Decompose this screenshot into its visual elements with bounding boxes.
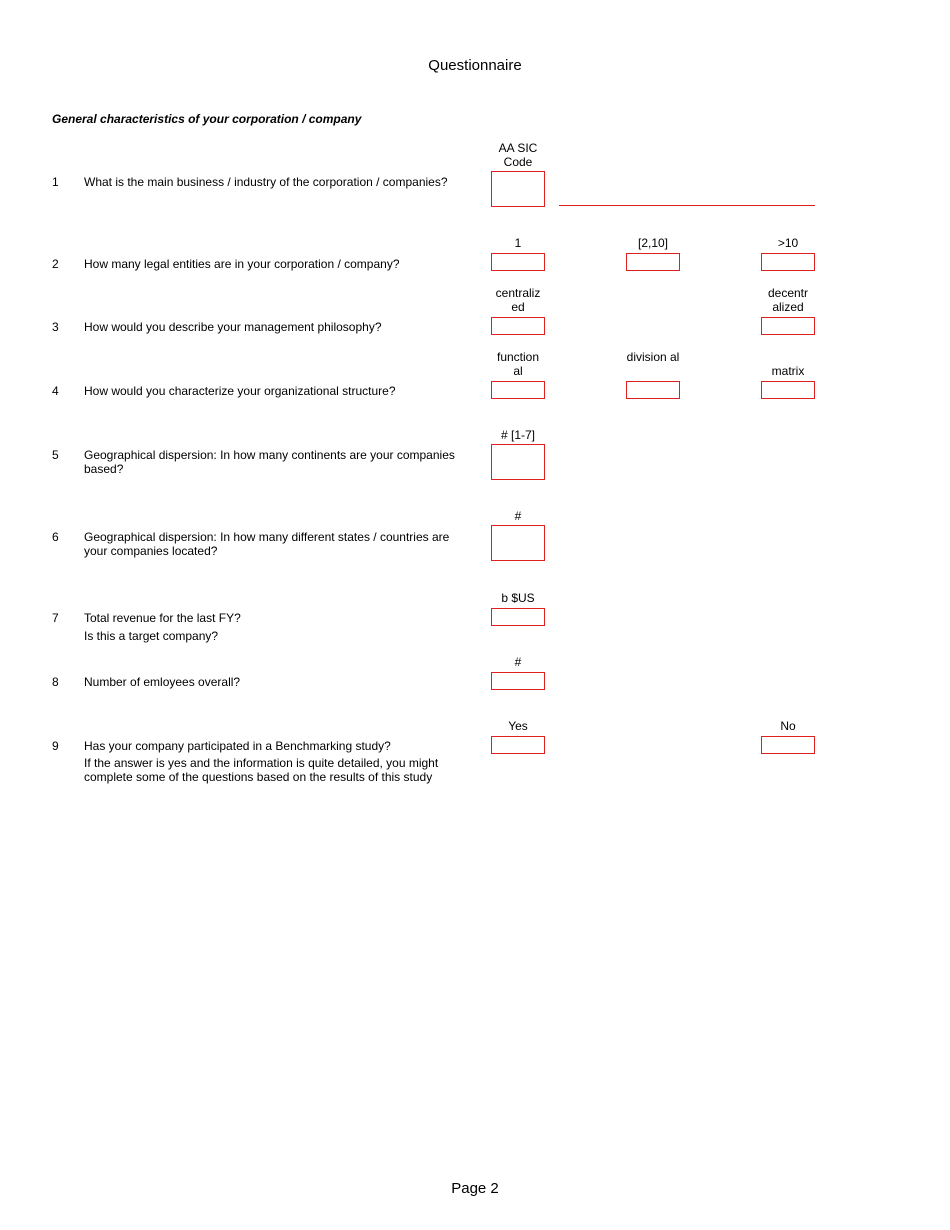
q2-number: 2: [52, 257, 59, 271]
q7-number: 7: [52, 611, 59, 625]
q3-checkbox-centralized[interactable]: [491, 317, 545, 335]
q3-checkbox-decentralized[interactable]: [761, 317, 815, 335]
q7-question-text: Total revenue for the last FY?: [84, 611, 241, 625]
q4-number: 4: [52, 384, 59, 398]
q7-revenue-input[interactable]: [491, 608, 545, 626]
q1-question-text: What is the main business / industry of the corporation / companies?: [84, 175, 448, 189]
q4-option-label-matrix: matrix: [771, 364, 805, 378]
q4-question-text: How would you characterize your organizational structure?: [84, 384, 396, 398]
q6-number: 6: [52, 530, 59, 544]
page-title: Questionnaire: [428, 57, 522, 74]
q8-employees-input[interactable]: [491, 672, 545, 690]
q5-option-label-continents: # [1-7]: [500, 428, 536, 442]
q3-number: 3: [52, 320, 59, 334]
q1-number: 1: [52, 175, 59, 189]
q3-option-label-centralized: centraliz ed: [495, 286, 541, 314]
q2-checkbox-2-10[interactable]: [626, 253, 680, 271]
q6-countries-input[interactable]: [491, 525, 545, 561]
q1-option-label-sic-code: AA SIC Code: [498, 141, 538, 169]
q2-checkbox-over-10[interactable]: [761, 253, 815, 271]
q5-continents-input[interactable]: [491, 444, 545, 480]
q8-option-label-count: #: [514, 655, 522, 669]
q9-question-subtext: If the answer is yes and the information is quite detailed, you might complete some of the questions based on the results of this study: [84, 756, 439, 784]
q2-option-label-over-10: >10: [777, 236, 799, 250]
q9-number: 9: [52, 739, 59, 753]
q3-option-label-decentralized: decentr alized: [767, 286, 809, 314]
q4-checkbox-matrix[interactable]: [761, 381, 815, 399]
q2-option-label-1: 1: [514, 236, 522, 250]
q3-question-text: How would you describe your management philosophy?: [84, 320, 382, 334]
section-title: General characteristics of your corporation / company: [52, 112, 362, 126]
q6-option-label-count: #: [514, 509, 522, 523]
q2-option-label-2-10: [2,10]: [637, 236, 669, 250]
q5-question-text: Geographical dispersion: In how many continents are your companies based?: [84, 448, 455, 476]
q1-industry-description-line[interactable]: [559, 205, 815, 206]
q8-question-text: Number of emloyees overall?: [84, 675, 241, 689]
q9-option-label-no: No: [780, 719, 796, 733]
q6-question-text: Geographical dispersion: In how many different states / countries are your companies located?: [84, 530, 450, 558]
q9-checkbox-yes[interactable]: [491, 736, 545, 754]
q1-sic-code-input[interactable]: [491, 171, 545, 207]
q8-number: 8: [52, 675, 59, 689]
q2-question-text: How many legal entities are in your corporation / company?: [84, 257, 400, 271]
q9-question-text: Has your company participated in a Benchmarking study?: [84, 739, 391, 753]
q4-checkbox-divisional[interactable]: [626, 381, 680, 399]
q9-option-label-yes: Yes: [508, 719, 528, 733]
q4-option-label-functional: function al: [496, 350, 540, 378]
q7-question-subtext: Is this a target company?: [84, 629, 219, 643]
q2-checkbox-1[interactable]: [491, 253, 545, 271]
q9-checkbox-no[interactable]: [761, 736, 815, 754]
page-number: Page 2: [451, 1180, 499, 1197]
q7-option-label-revenue-unit: b $US: [501, 591, 535, 605]
q5-number: 5: [52, 448, 59, 462]
q4-checkbox-functional[interactable]: [491, 381, 545, 399]
q4-option-label-divisional: division al: [626, 350, 680, 364]
